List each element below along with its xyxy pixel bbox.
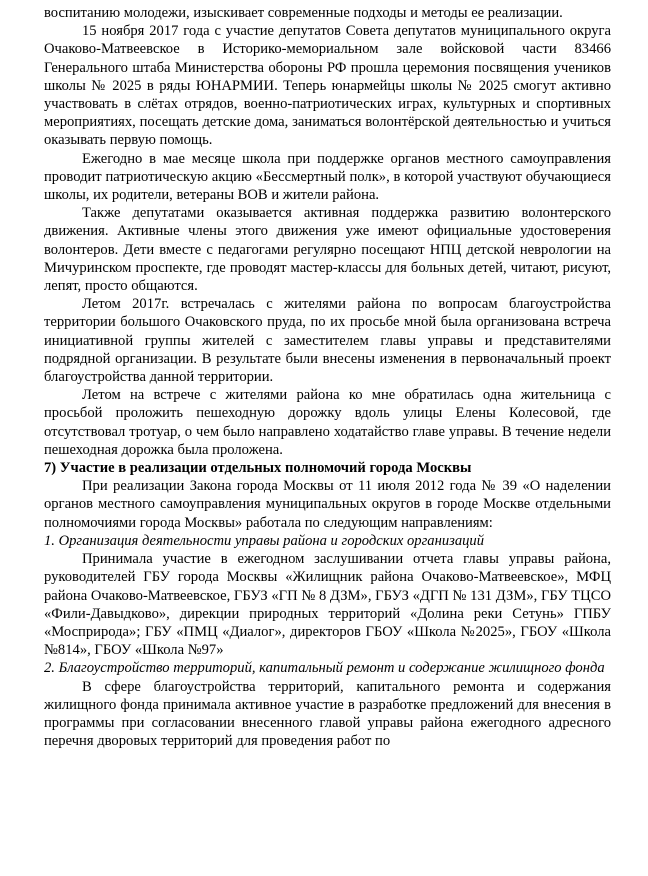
paragraph-law: При реализации Закона города Москвы от 11 июля 2012 года № 39 «О наделении органов местного самоуправления муниципальных округов в городе Москве отдельными полномочиями города Москвы» работала по следующим направлениям: bbox=[44, 478, 611, 531]
subheading-1: 1. Организация деятельности управы района и городских организаций bbox=[44, 532, 485, 549]
paragraph-pond: Летом 2017г. встречалась с жителями района по вопросам благоустройства территории большого Очаковского пруда, по их просьбе мной была организована встреча инициативной группы жителей с заместителем главы управы и представителями подрядной организации. В результате были внесены изменения в первоначальный проект благоустройства данной территории. bbox=[44, 296, 611, 386]
paragraph-1: воспитанию молодежи, изыскивает современные подходы и методы ее реализации. bbox=[44, 5, 563, 21]
paragraph-reports: Принимала участие в ежегодном заслушивании отчета главы управы района, руководителей ГБУ города Москвы «Жилищник района Очаково-Матвеевское», МФЦ района Очаково-Матвеевское, ГБУЗ «ГП № 8 ДЗМ», ГБУЗ «ДГП № 131 ДЗМ», ГБУ ТЦСО «Фили-Давыдково», дирекции природных территорий «Долина реки Сетунь» ГПБУ «Мосприрода»; ГБУ «ПМЦ «Диалог», директоров ГБОУ «Школа №2025», ГБОУ «Школа №814», ГБОУ «Школа №97» bbox=[44, 551, 611, 659]
paragraph-immortal-regiment: Ежегодно в мае месяце школа при поддержке органов местного самоуправления проводит патриотическую акцию «Бессмертный полк», в которой участвуют обучающиеся школы, их родители, ветераны ВОВ и жители района. bbox=[44, 150, 611, 204]
paragraph-footpath: Летом на встрече с жителями района ко мне обратилась одна жительница с просьбой проложить пешеходную дорожку вдоль улицы Елены Колесовой, где отсутствовал тротуар, о чем было направлено ходатайство главе управы. В течение недели пешеходная дорожка была проложена. bbox=[44, 387, 611, 458]
paragraph-improvement: В сфере благоустройства территорий, капитального ремонта и содержания жилищного фонда принимала активное участие в разработке предложений для внесения в программы при согласовании внесенного главой управы района ежегодного адресного перечня дворовых территорий для проведения работ по bbox=[44, 678, 611, 750]
subheading-2: 2. Благоустройство территорий, капитальный ремонт и содержание жилищного фонда bbox=[44, 660, 605, 677]
paragraph-yunarmiya: 15 ноября 2017 года с участие депутатов Совета депутатов муниципального округа Очаково-Матвеевское в Историко-мемориальном зале войсковой части 83466 Генерального штаба Министерства обороны РФ прошла церемония посвящения учеников школы № 2025 в ряды ЮНАРМИИ. Теперь юнармейцы школы № 2025 смогут активно участвовать в слётах отрядов, военно-патриотических играх, культурных и спортивных мероприятиях, посещать детские дома, заниматься волонтёрской деятельностью и учиться оказывать первую помощь. bbox=[44, 23, 611, 149]
document-page bbox=[44, 4, 611, 750]
section-heading-7: 7) Участие в реализации отдельных полномочий города Москвы bbox=[44, 460, 472, 477]
paragraph-volunteers: Также депутатами оказывается активная поддержка развитию волонтерского движения. Активные члены этого движения уже имеют официальные удостоверения волонтеров. Дети вместе с педагогами регулярно посещают НПЦ детской неврологии на Мичуринском проспекте, где проводят мастер-классы для больных детей, читают, рисуют, лепят, просто общаются. bbox=[44, 205, 611, 295]
